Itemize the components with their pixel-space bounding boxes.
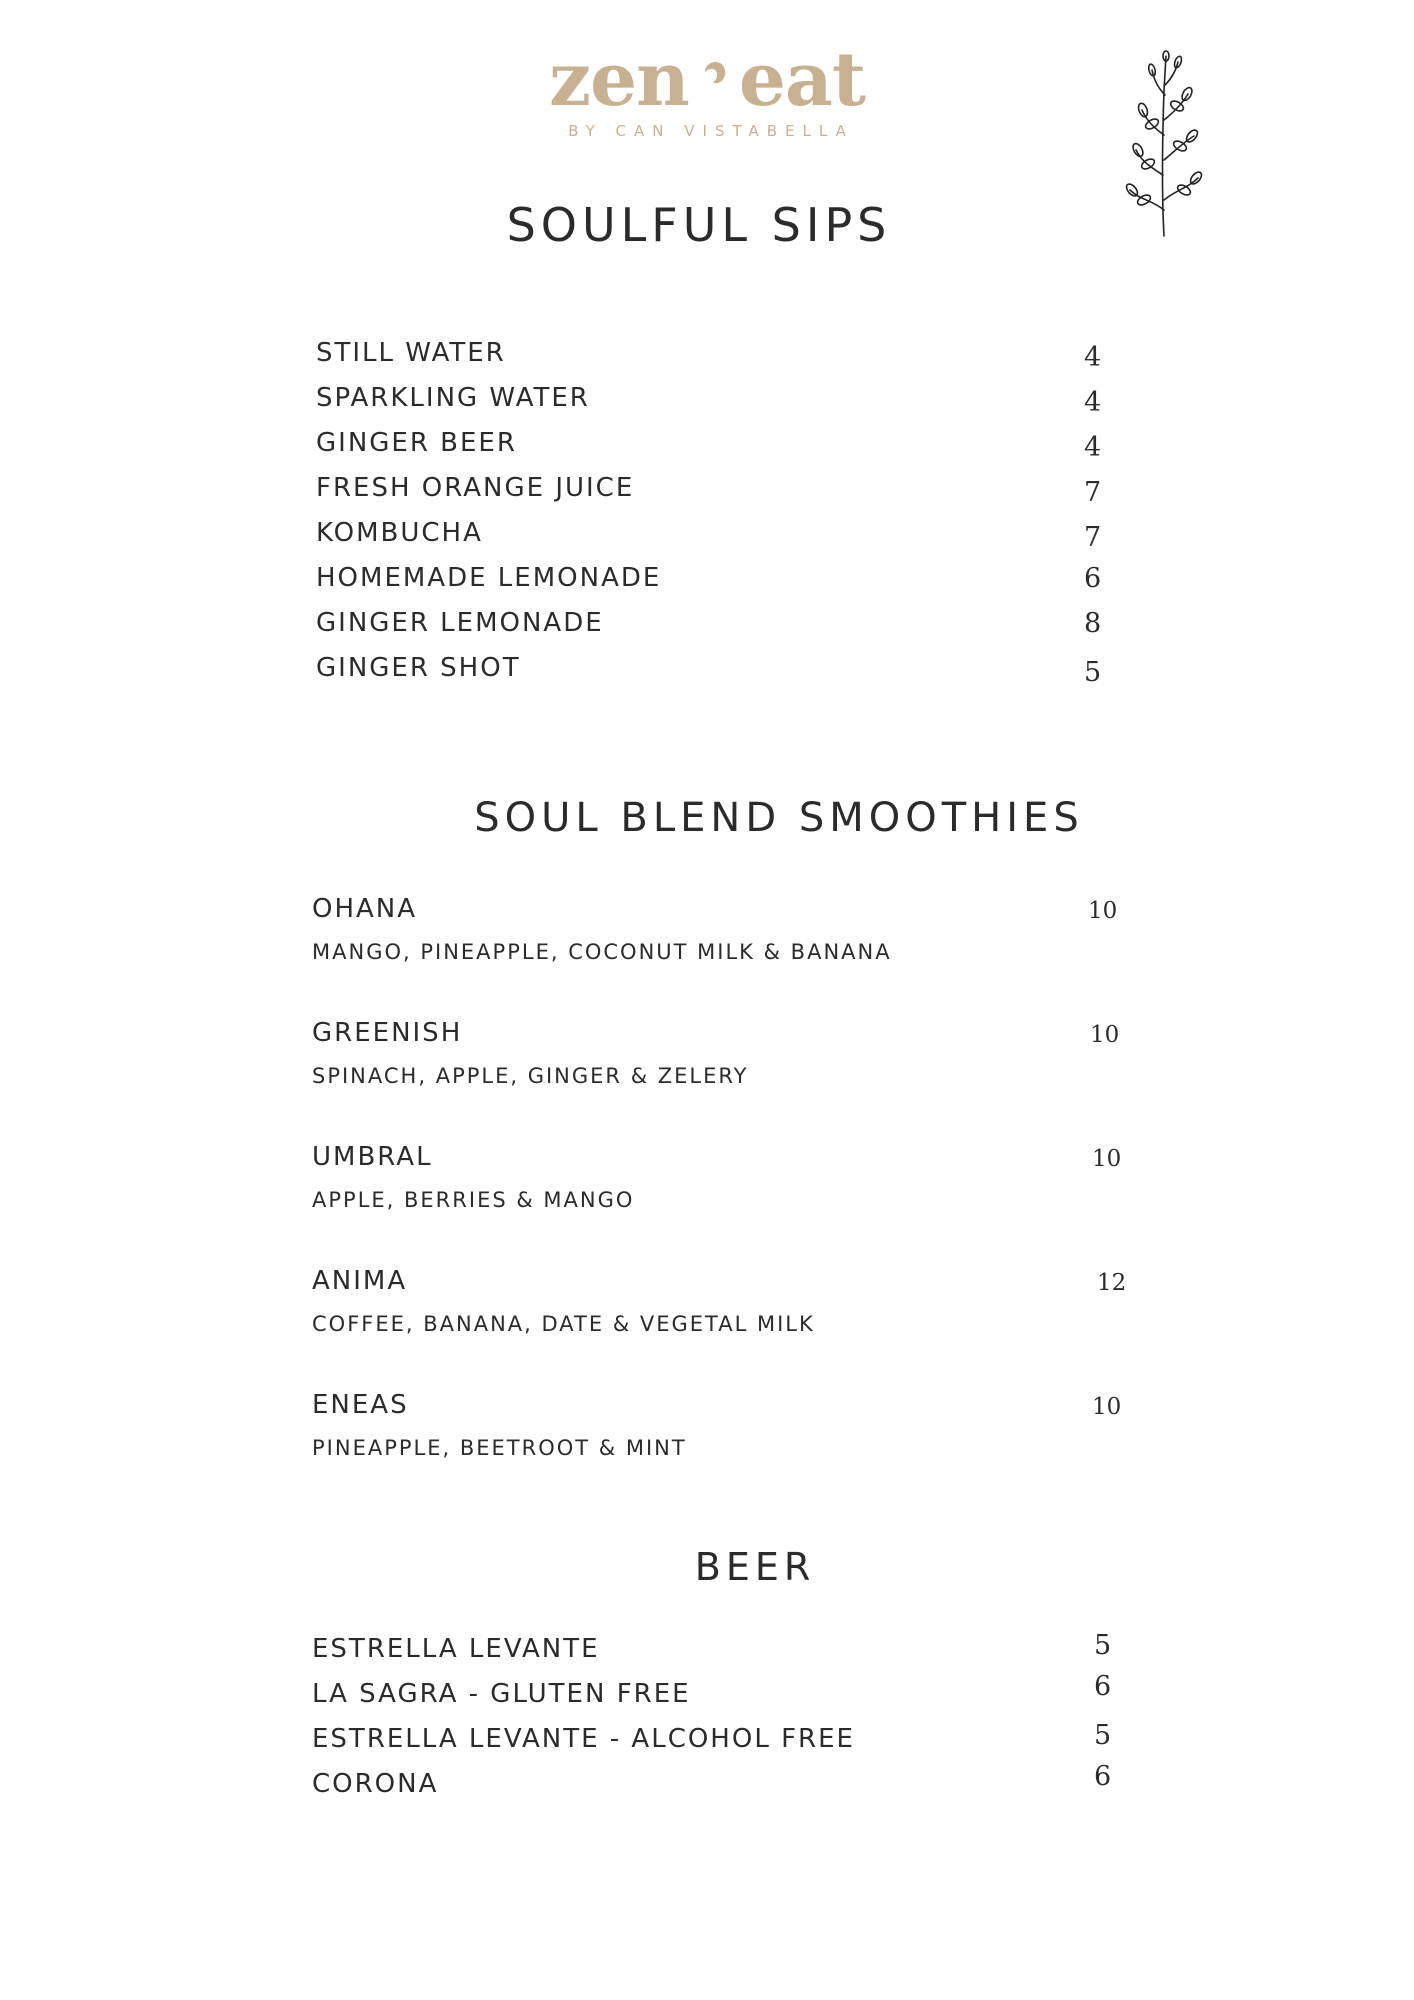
item-description: COFFEE, BANANA, DATE & VEGETAL MILK [312, 1312, 815, 1336]
item-name: HOMEMADE LEMONADE [316, 563, 662, 593]
item-price: 6 [1094, 1761, 1112, 1792]
item-price: 4 [1084, 342, 1102, 373]
item-name: LA SAGRA - GLUTEN FREE [312, 1679, 691, 1709]
item-name: ENEAS [312, 1390, 409, 1420]
item-description: SPINACH, APPLE, GINGER & ZELERY [312, 1064, 749, 1088]
item-price: 6 [1084, 563, 1102, 594]
item-name: GREENISH [312, 1018, 463, 1048]
item-price: 5 [1094, 1720, 1112, 1751]
item-price: 4 [1084, 387, 1102, 418]
item-price: 10 [1092, 1394, 1122, 1420]
item-price: 10 [1092, 1146, 1122, 1172]
item-price: 12 [1097, 1270, 1127, 1296]
item-price: 4 [1084, 432, 1102, 463]
moon-drop-icon [691, 50, 737, 110]
logo-wordmark [548, 37, 866, 123]
item-name: CORONA [312, 1769, 439, 1799]
section-title-smoothies: SOUL BLEND SMOOTHIES [474, 795, 1084, 841]
item-price: 6 [1094, 1671, 1112, 1702]
item-name: STILL WATER [316, 338, 506, 368]
item-name: GINGER LEMONADE [316, 608, 604, 638]
item-description: MANGO, PINEAPPLE, COCONUT MILK & BANANA [312, 940, 892, 964]
item-name: SPARKLING WATER [316, 383, 590, 413]
logo-tagline: BY CAN VISTABELLA [568, 122, 854, 140]
item-description: APPLE, BERRIES & MANGO [312, 1188, 635, 1212]
item-price: 7 [1084, 522, 1102, 553]
logo-text-right: eat [738, 37, 866, 123]
item-name: OHANA [312, 894, 418, 924]
item-name: ANIMA [312, 1266, 408, 1296]
item-price: 7 [1084, 477, 1102, 508]
item-name: GINGER SHOT [316, 653, 521, 683]
item-price: 8 [1084, 608, 1102, 639]
logo-text-left: zen [548, 37, 689, 123]
item-description: PINEAPPLE, BEETROOT & MINT [312, 1436, 687, 1460]
item-name: UMBRAL [312, 1142, 433, 1172]
item-price: 5 [1084, 657, 1102, 688]
section-title-beer: BEER [694, 1545, 816, 1589]
item-price: 5 [1094, 1630, 1112, 1661]
item-price: 10 [1090, 1022, 1120, 1048]
section-title-soulful-sips: SOULFUL SIPS [506, 198, 892, 252]
item-name: FRESH ORANGE JUICE [316, 473, 635, 503]
item-name: KOMBUCHA [316, 518, 483, 548]
item-name: ESTRELLA LEVANTE [312, 1634, 600, 1664]
item-price: 10 [1088, 898, 1118, 924]
item-name: GINGER BEER [316, 428, 517, 458]
item-name: ESTRELLA LEVANTE - ALCOHOL FREE [312, 1724, 855, 1754]
